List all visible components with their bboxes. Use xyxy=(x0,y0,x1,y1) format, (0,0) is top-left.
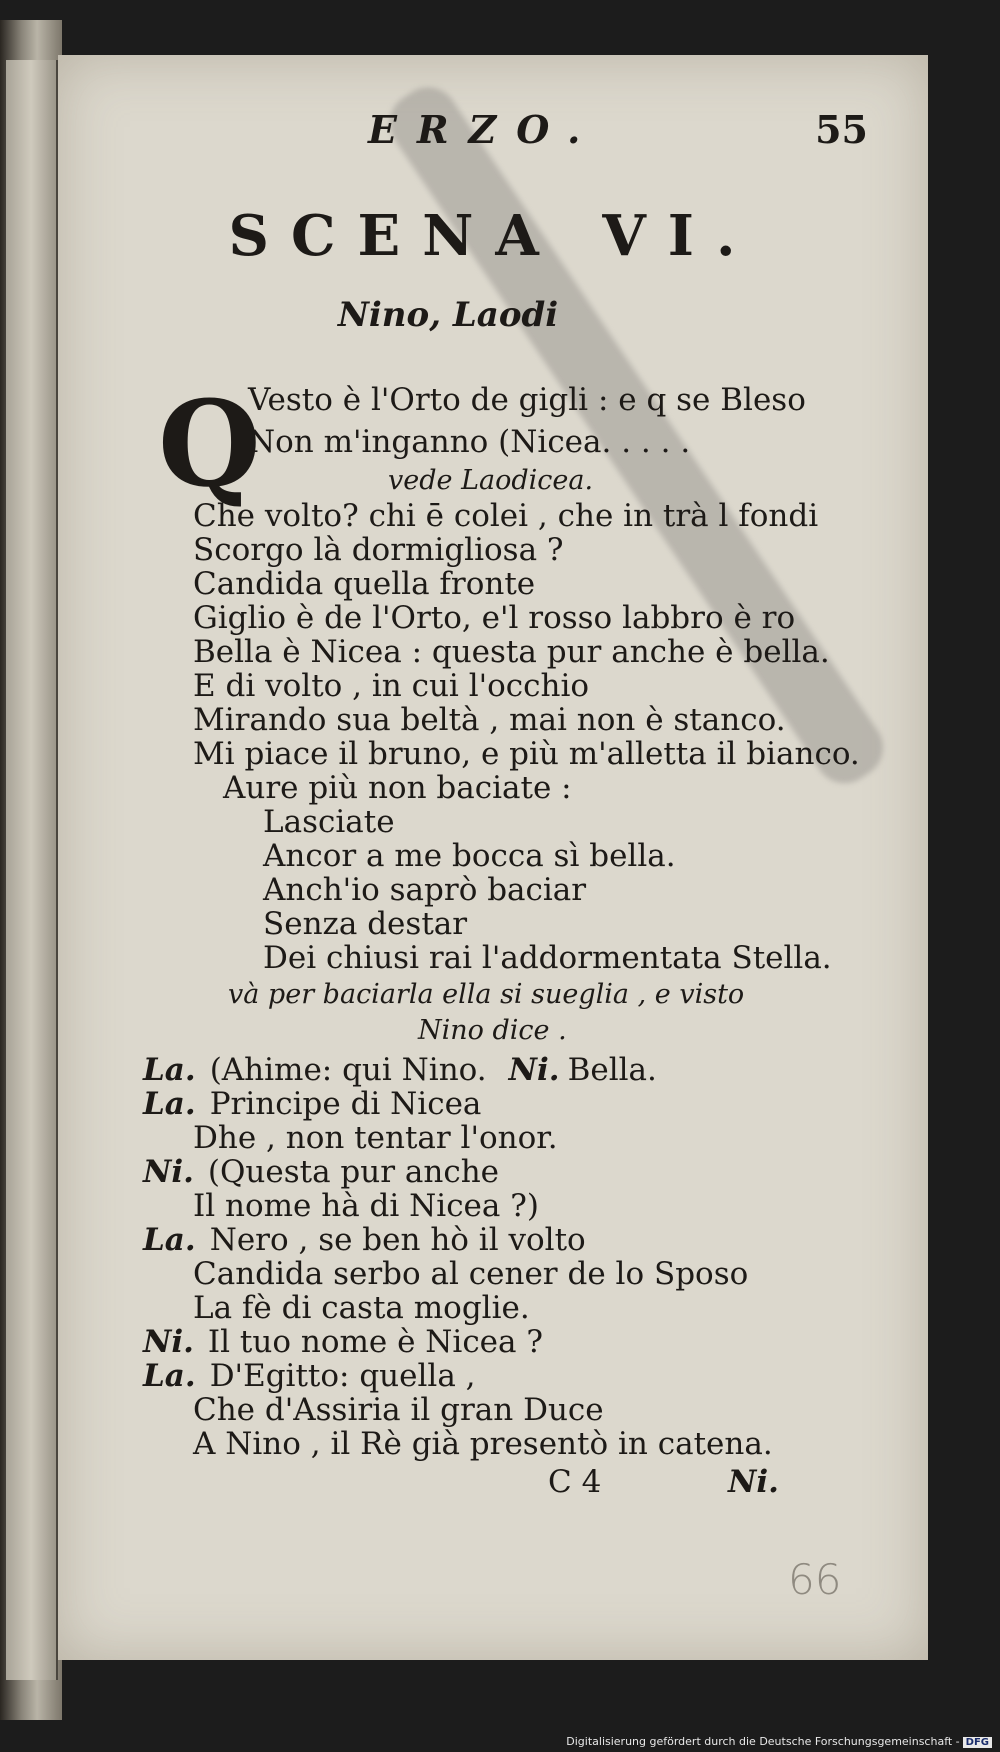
book-page xyxy=(58,55,928,1660)
speaker-label: La. xyxy=(143,1086,196,1122)
dialogue-line: Dhe , non tentar l'onor. xyxy=(193,1120,558,1156)
verse-line: Dei chiusi rai l'addormentata Stella. xyxy=(263,940,832,976)
dialogue-line: Il nome hà di Nicea ?) xyxy=(193,1188,539,1224)
verse-line: Giglio è de l'Orto, e'l rosso labbro è ro xyxy=(193,600,796,636)
verse-line: Ancor a me bocca sì bella. xyxy=(263,838,676,874)
verse-line: Vesto è l'Orto de gigli : e q se Bleso xyxy=(248,382,806,418)
digitization-credit: Digitalisierung gefördert durch die Deutsche Forschungsgemeinschaft - DFG xyxy=(566,1735,992,1748)
catchword: Ni. xyxy=(728,1464,779,1500)
scene-characters: Nino, Laodi xyxy=(337,295,559,335)
dialogue-line: Ni. (Questa pur anche xyxy=(143,1154,500,1190)
speaker-label: La. xyxy=(143,1052,196,1088)
scene-title: SCENA VI. xyxy=(228,203,758,269)
verse-line: Candida quella fronte xyxy=(193,566,536,602)
speaker-label: La. xyxy=(143,1222,196,1258)
dialogue-line: La fè di casta moglie. xyxy=(193,1290,530,1326)
verse-line: Scorgo là dormigliosa ? xyxy=(193,532,564,568)
stage-direction: Nino dice . xyxy=(418,1015,567,1046)
page-number: 55 xyxy=(815,107,868,152)
dfg-logo: DFG xyxy=(963,1737,992,1748)
dialogue-line: La. D'Egitto: quella , xyxy=(143,1358,476,1394)
handwritten-folio-number: 66 xyxy=(788,1555,842,1604)
running-title: ERZO. xyxy=(368,107,601,152)
stage-direction: và per baciarla ella si sueglia , e visto xyxy=(228,979,745,1010)
verse-line: Aure più non baciate : xyxy=(223,770,572,806)
verse-line: Che volto? chi ē colei , che in trà l fondi xyxy=(193,498,819,534)
speaker-label: Ni. xyxy=(143,1324,194,1360)
dialogue-line: Che d'Assiria il gran Duce xyxy=(193,1392,604,1428)
dialogue-line: A Nino , il Rè già presentò in catena. xyxy=(193,1426,773,1462)
page-header xyxy=(348,107,868,167)
verse-line: Mirando sua beltà , mai non è stanco. xyxy=(193,702,786,738)
verse-line: Non m'inganno (Nicea. . . . . xyxy=(248,424,691,460)
book-spine xyxy=(0,20,62,1720)
drop-cap-initial: Q xyxy=(158,374,261,513)
dialogue-line: Ni. Il tuo nome è Nicea ? xyxy=(143,1324,543,1360)
verse-line: Lasciate xyxy=(263,804,395,840)
signature-mark: C 4 xyxy=(548,1464,602,1500)
dialogue-line: La. Principe di Nicea xyxy=(143,1086,482,1122)
dialogue-line: La. Nero , se ben hò il volto xyxy=(143,1222,586,1258)
dialogue-line: Candida serbo al cener de lo Sposo xyxy=(193,1256,749,1292)
verse-line: Mi piace il bruno, e più m'alletta il bianco. xyxy=(193,736,860,772)
verse-line: Bella è Nicea : questa pur anche è bella. xyxy=(193,634,830,670)
verse-line: Senza destar xyxy=(263,906,468,942)
stage-direction: vede Laodicea. xyxy=(388,465,594,496)
verse-line: E di volto , in cui l'occhio xyxy=(193,668,590,704)
speaker-label: Ni. xyxy=(143,1154,194,1190)
adjacent-page-edge xyxy=(6,60,58,1680)
verse-line: Anch'io saprò baciar xyxy=(263,872,587,908)
speaker-label: La. xyxy=(143,1358,196,1394)
speaker-label: Ni. xyxy=(508,1052,560,1088)
dialogue-line: La. (Ahime: qui Nino. Ni. Bella. xyxy=(143,1052,657,1088)
